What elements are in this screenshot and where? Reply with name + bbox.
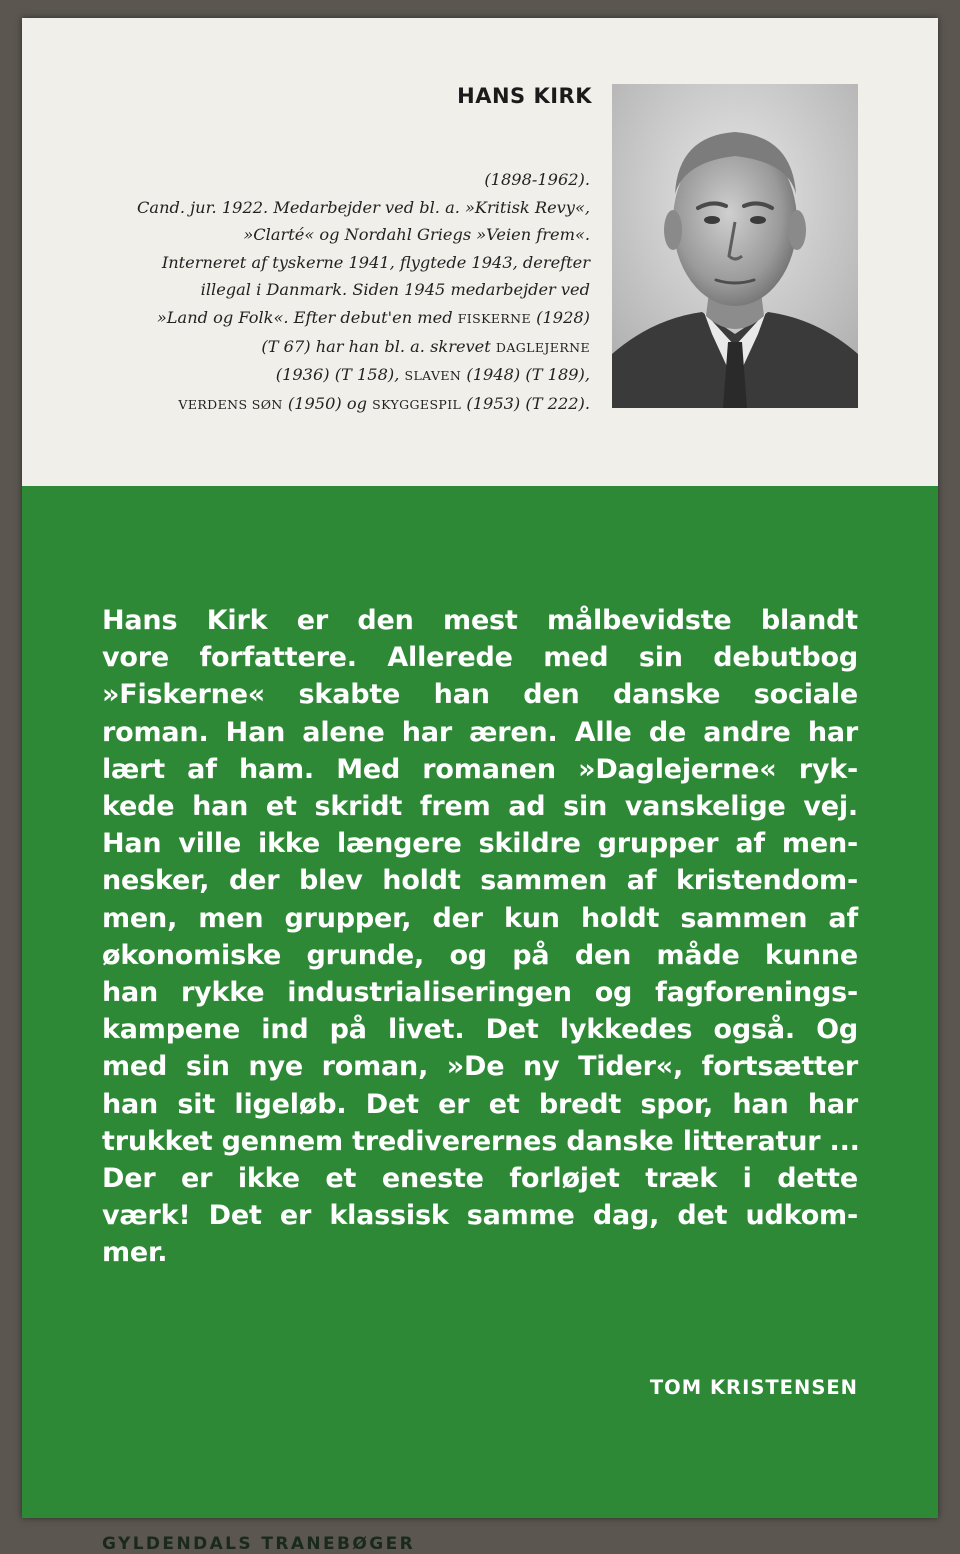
bio-line: VERDENS SØN (1950) og SKYGGESPIL (1953) (T 222). (178, 393, 590, 413)
review-line: værk! Det er klassisk samme dag, det udkom- (102, 1200, 858, 1232)
bio-line: Interneret af tyskerne 1941, flygtede 1943, derefter (161, 252, 590, 272)
review-text (102, 602, 858, 1272)
review-line: han sit ligeløb. Det er et bredt spor, han har (102, 1088, 858, 1120)
review-line: Hans Kirk er den mest målbevidste blandt (102, 605, 858, 636)
bio-line: »Clarté« og Nordahl Griegs »Veien frem«. (243, 225, 590, 245)
review-line: lært af ham. Med romanen »Daglejerne« ryk- (102, 753, 858, 785)
review-line: roman. Han alene har æren. Alle de andre har (102, 716, 858, 748)
bio-line: illegal i Danmark. Siden 1945 medarbejder ved (200, 280, 590, 300)
book-title: SKYGGESPIL (372, 396, 462, 412)
bio-line: (T 67) har han bl. a. skrevet DAGLEJERNE (261, 336, 590, 356)
review-line: økonomiske grunde, og på den måde kunne (102, 939, 858, 971)
book-back-cover (22, 18, 938, 1554)
review-line: nesker, der blev holdt sammen af kristendom- (102, 865, 858, 897)
review-line: men, men grupper, der kun holdt sammen af (102, 902, 858, 934)
review-panel (22, 486, 938, 1554)
review-line: trukket gennem trediverernes danske litteratur ... (102, 1125, 860, 1157)
book-title: SLAVEN (404, 368, 462, 384)
author-portrait-icon (612, 84, 858, 408)
bio-line: »Land og Folk«. Efter debut'en med FISKERNE (1928) (156, 307, 590, 327)
bio-line: (1936) (T 158), SLAVEN (1948) (T 189), (275, 365, 590, 385)
review-line: vore forfattere. Allerede med sin debutbog (102, 642, 858, 674)
review-author: TOM KRISTENSEN (649, 1376, 858, 1399)
book-title: VERDENS SØN (178, 396, 283, 412)
review-line: kede han et skridt frem ad sin vanskelige vej. (102, 791, 858, 823)
book-title: FISKERNE (457, 310, 532, 326)
bio-line: (1898-1962). (484, 170, 590, 189)
review-line: »Fiskerne« skabte han den danske sociale (102, 679, 858, 711)
review-line: med sin nye roman, »De ny Tider«, fortsætter (102, 1051, 858, 1083)
book-title: DAGLEJERNE (495, 339, 590, 355)
review-line: Han ville ikke længere skildre grupper af men- (102, 828, 858, 860)
review-line: han rykke industrialiseringen og fagforenings- (102, 977, 858, 1009)
bio-line: Cand. jur. 1922. Medarbejder ved bl. a. »Kritisk Revy«, (137, 197, 590, 217)
author-name: HANS KIRK (457, 84, 592, 108)
publisher-imprint: GYLDENDALS TRANEBØGER (102, 1534, 416, 1554)
review-line: Der er ikke et eneste forløjet træk i dette (102, 1163, 858, 1195)
author-bio (62, 166, 590, 418)
review-line: mer. (102, 1237, 168, 1269)
review-line: kampene ind på livet. Det lykkedes også. Og (102, 1014, 858, 1046)
